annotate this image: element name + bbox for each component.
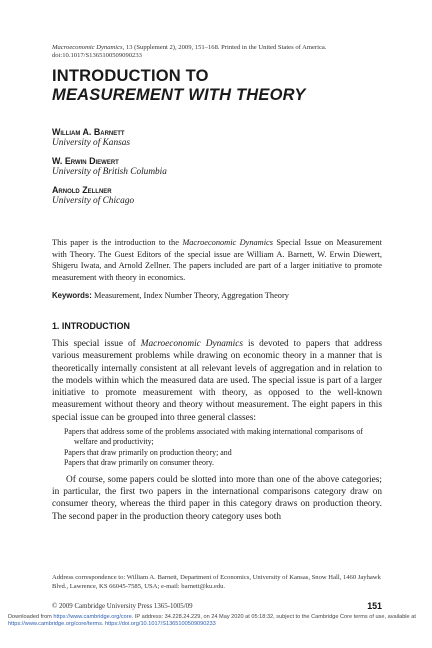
title-line-2: MEASUREMENT WITH THEORY bbox=[52, 86, 306, 104]
link[interactable]: https://doi.org/10.1017/S1365100509090233 bbox=[105, 621, 216, 628]
author-affiliation: University of British Columbia bbox=[52, 167, 167, 177]
abstract-text: Special Issue on Measurement with Theory. The Guest Editors of the special issue are William A. Barnett, W. Erwin Diewert, Shigeru Iwata, and Arnold Zellner. The papers included are part of a larger initiative to promote measurement with theory in economics. bbox=[52, 238, 382, 282]
doi: doi:10.1017/S1365100509090233 bbox=[52, 52, 142, 60]
title-line-1: INTRODUCTION TO bbox=[52, 67, 209, 85]
author-name: Arnold Zellner bbox=[52, 185, 112, 195]
abstract-journal-name: Macroeconomic Dynamics bbox=[182, 238, 273, 247]
author-3 bbox=[52, 185, 382, 207]
author-affiliation: University of Kansas bbox=[52, 138, 130, 148]
correspondence-note: Address correspondence to: William A. Barnett, Department of Economics, University of Kansas, Snow Hall, 1460 Jayhawk Blvd., Lawrence, KS 66045-7585, USA; e-mail: barnett@ku.edu. bbox=[52, 574, 381, 590]
keywords-text: Measurement, Index Number Theory, Aggregation Theory bbox=[91, 291, 289, 300]
journal-details: , 13 (Supplement 2), 2009, 151–168. Printed in the United States of America. bbox=[122, 44, 327, 51]
keywords bbox=[52, 290, 382, 302]
journal-name: Macroeconomic Dynamics bbox=[52, 44, 123, 51]
page-number: 151 bbox=[367, 601, 382, 611]
author-name: W. Erwin Diewert bbox=[52, 156, 119, 166]
section-heading: 1. INTRODUCTION bbox=[52, 321, 130, 331]
link[interactable]: https://www.cambridge.org/core bbox=[53, 614, 132, 620]
author-2 bbox=[52, 156, 382, 178]
section-body bbox=[52, 338, 382, 523]
author-1 bbox=[52, 127, 382, 149]
keywords-label: Keywords: bbox=[52, 291, 92, 300]
paragraph: This special issue of Macroeconomic Dynamics is devoted to papers that address various measurement problems while drawing on economic theory in a manner that is theoretically internally consistent at all relevant levels of aggregation and in relation to the models within which the measured data are used. The special issue is part of a larger initiative to promote measurement with theory, as opposed to the well-known measurement without theory and theory without measurement. The eight papers in this special issue can be grouped into three general classes: bbox=[52, 339, 382, 423]
article-title bbox=[52, 67, 382, 105]
list-item: Papers that address some of the problems associated with making international comparisons of welfare and productivity; bbox=[64, 427, 363, 447]
list-item: Papers that draw primarily on production theory; and bbox=[64, 447, 232, 457]
list-item: Papers that draw primarily on consumer theory. bbox=[64, 458, 215, 468]
abstract bbox=[52, 237, 382, 283]
link[interactable]: https://www.cambridge.org/core/terms bbox=[8, 621, 102, 628]
author-affiliation: University of Chicago bbox=[52, 196, 135, 206]
page-footer bbox=[52, 603, 382, 610]
author-name: William A. Barnett bbox=[52, 127, 125, 137]
journal-citation bbox=[52, 44, 382, 61]
copyright: © 2009 Cambridge University Press 1365-1005/09 bbox=[52, 603, 193, 610]
paragraph: Of course, some papers could be slotted into more than one of the above categories; in particular, the first two papers in the international comparisons category draw on consumer theory, whereas the third paper in this category draws on production theory. The second paper in the production theory category uses both bbox=[52, 474, 382, 522]
classes-list bbox=[64, 427, 382, 469]
download-notice: Downloaded from https://www.cambridge.org/core. IP address: 34.228.24.229, on 24 May 2020 at 05:18:32, subject to the Cambridge Core terms of use, available at https://www.cambridge.org/core/terms. https://doi.org/10.1017/S1365100509090233 bbox=[8, 614, 416, 628]
journal-name: Macroeconomic Dynamics bbox=[140, 339, 243, 349]
abstract-text: This paper is the introduction to the bbox=[52, 238, 183, 247]
